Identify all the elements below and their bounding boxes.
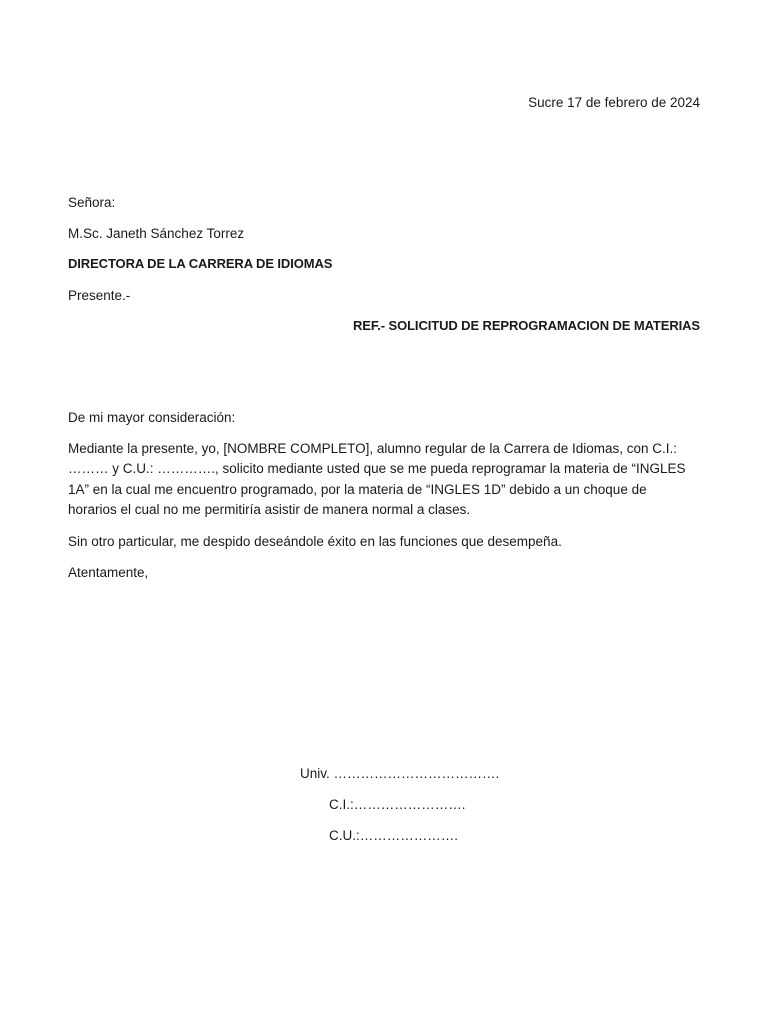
body-line: 1A” en la cual me encuentro programado, por la materia de “INGLES 1D” debido a un choque de	[68, 481, 647, 497]
body-line: horarios el cual no me permitiría asistir de manera normal a clases.	[68, 501, 471, 517]
reference-line: REF.- SOLICITUD DE REPROGRAMACION DE MATERIAS	[353, 318, 700, 333]
body-line: Mediante la presente, yo, [NOMBRE COMPLETO], alumno regular de la Carrera de Idiomas, con C.I.:	[68, 441, 678, 456]
body-line: ……… y C.U.: …………., solicito mediante usted que se me pueda reprogramar la materia de “INGLES	[68, 461, 686, 477]
closing-paragraph: Sin otro particular, me despido deseándole éxito en las funciones que desempeña.	[68, 534, 562, 549]
farewell: Atentamente,	[68, 565, 149, 580]
signature-univ-line: Univ. ……………………………….	[300, 766, 500, 781]
recipient-title: DIRECTORA DE LA CARRERA DE IDIOMAS	[68, 256, 333, 271]
presente-line: Presente.-	[68, 288, 131, 303]
greeting: De mi mayor consideración:	[68, 410, 236, 425]
signature-ci-line: C.I.:…………………….	[329, 797, 466, 812]
body-paragraph	[68, 439, 700, 520]
letter-date: Sucre 17 de febrero de 2024	[528, 95, 700, 110]
signature-cu-line: C.U.:………………….	[329, 828, 459, 843]
salutation: Señora:	[68, 195, 116, 210]
recipient-name: M.Sc. Janeth Sánchez Torrez	[68, 226, 245, 241]
